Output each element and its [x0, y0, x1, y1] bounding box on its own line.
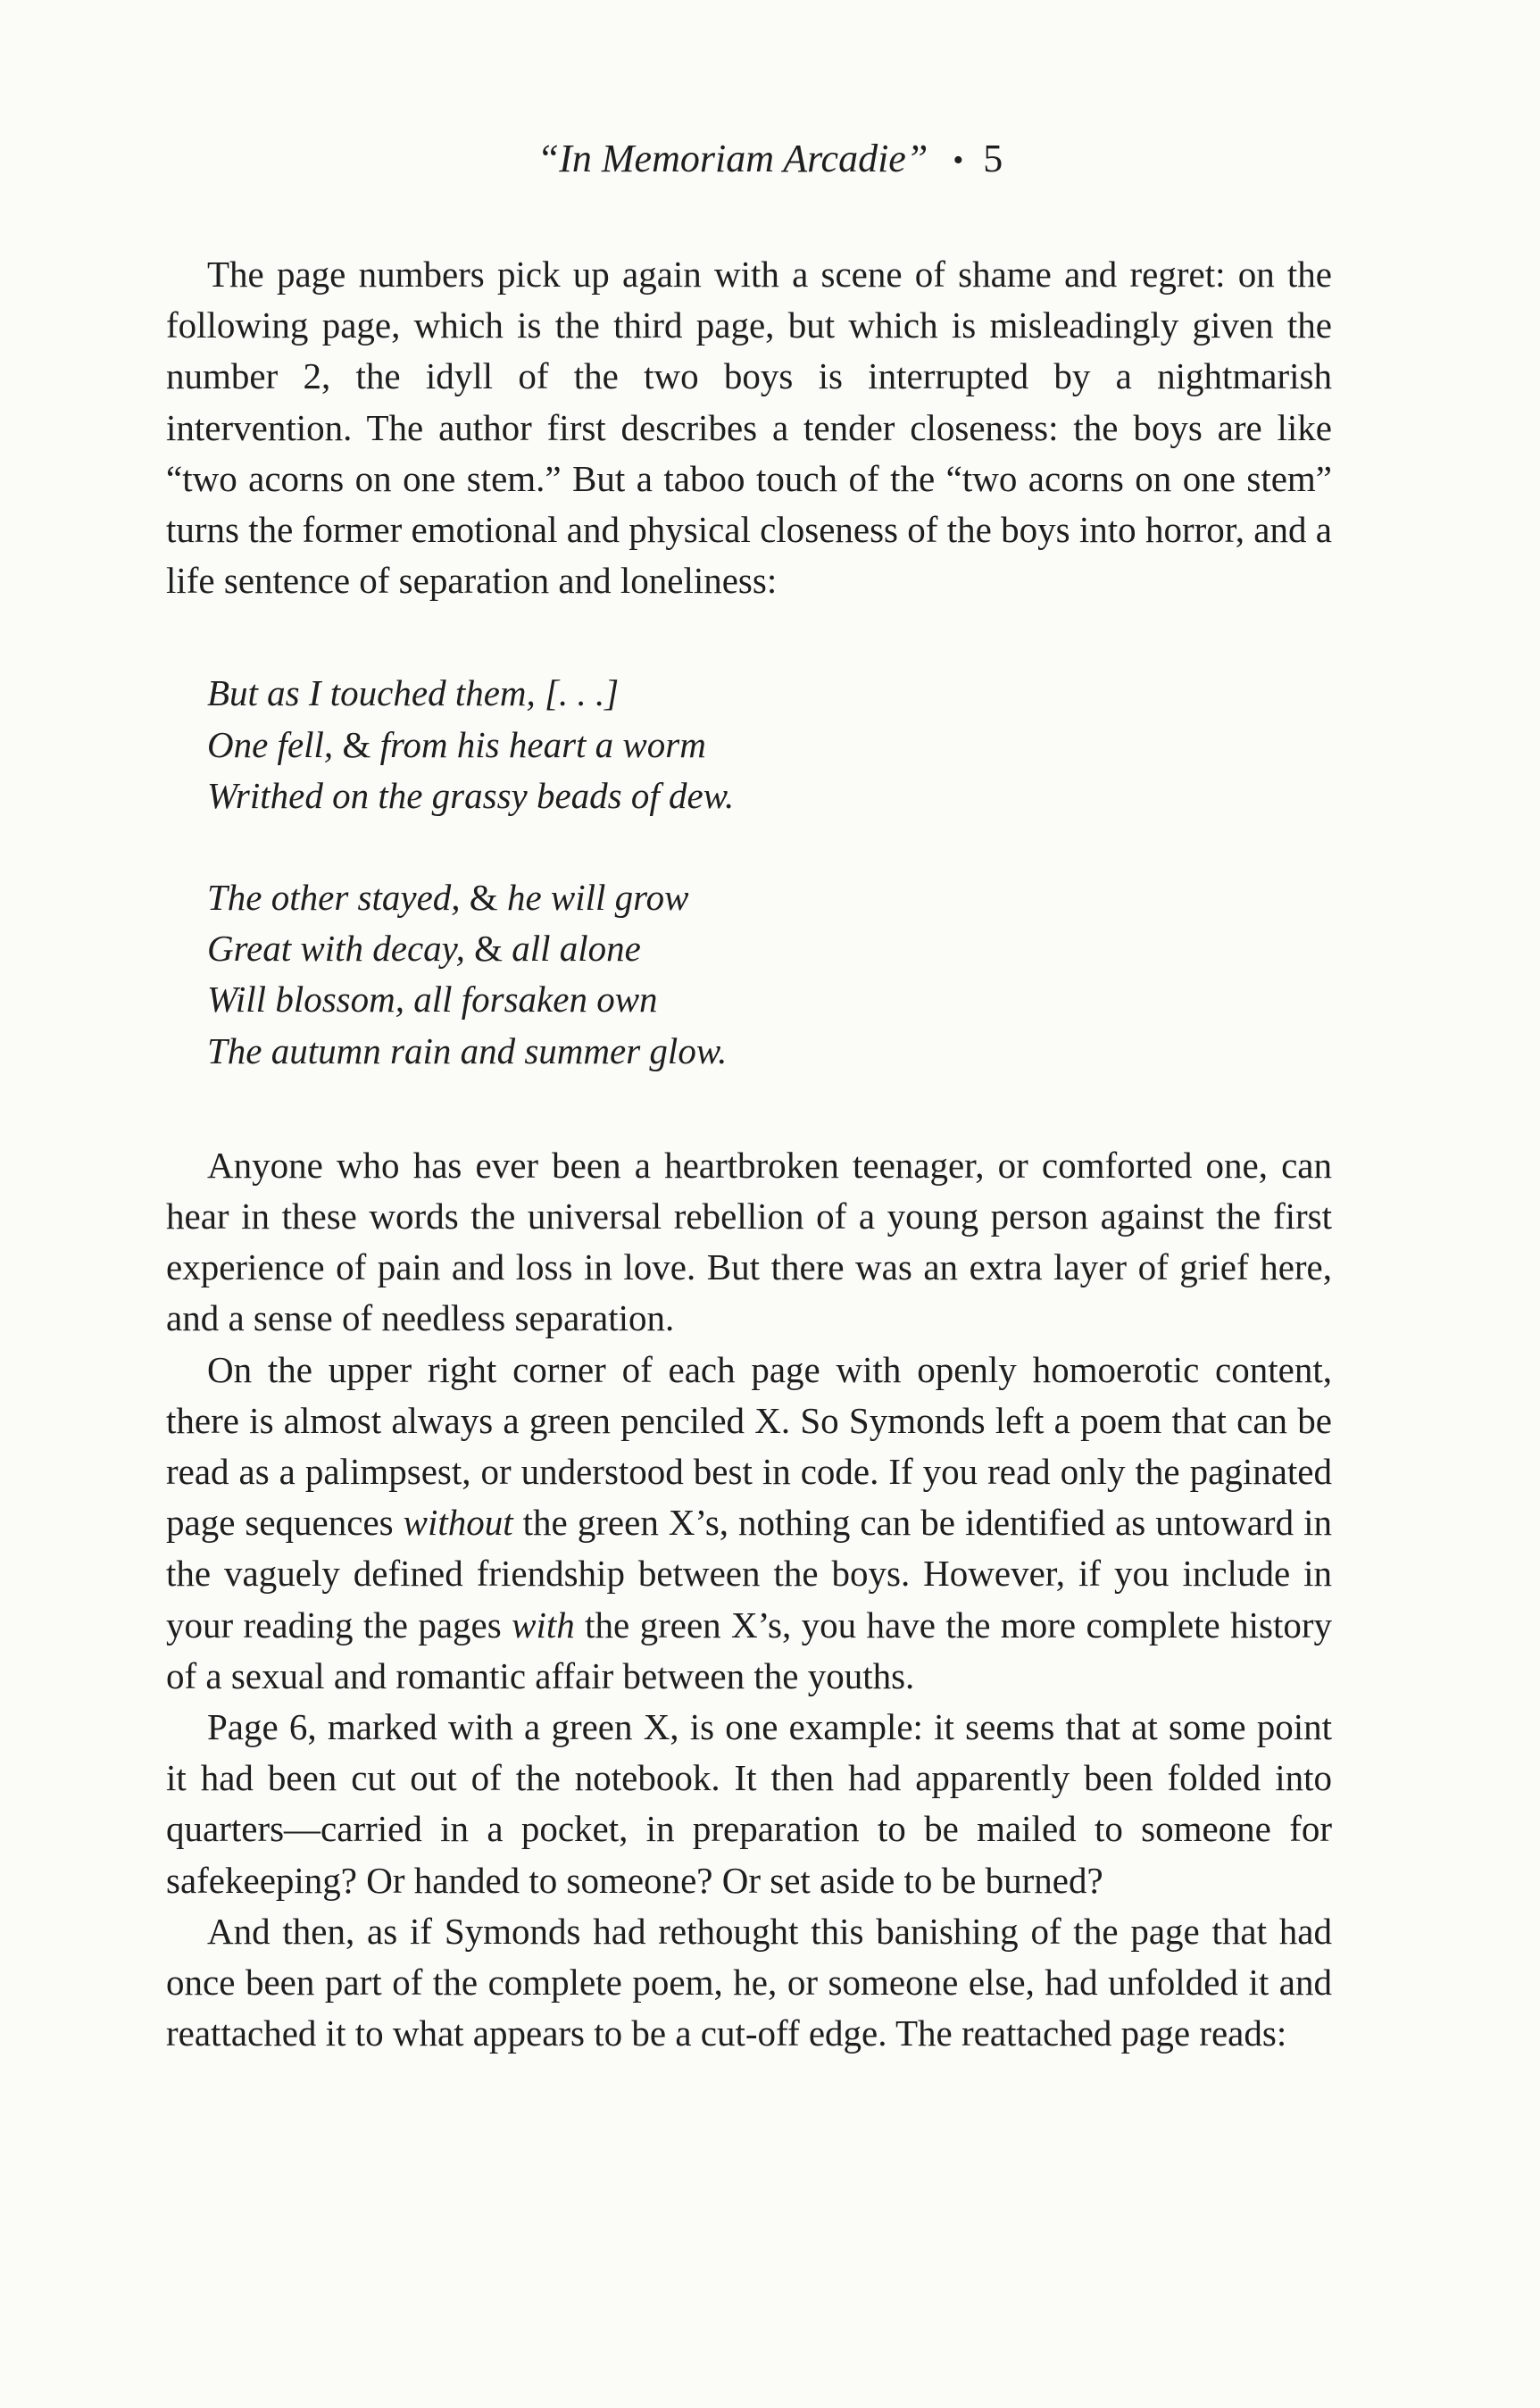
- paragraph-text: the green X’s, nothing can be identified as untoward in the vaguely defined friendship between the boys. However, if you include in your reading the pages: [166, 1502, 1332, 1646]
- verse-stanza: [207, 668, 1332, 821]
- verse-block: [207, 668, 1332, 1076]
- paragraphs-after-verse: [166, 1140, 1332, 2060]
- bullet-separator: •: [953, 144, 964, 177]
- verse-line: [207, 923, 1332, 974]
- emphasis-text: without: [403, 1502, 513, 1544]
- verse-text: The other stayed,: [207, 876, 470, 918]
- verse-text: &: [342, 723, 371, 765]
- verse-text: Great with decay,: [207, 928, 475, 970]
- verse-text: &: [469, 876, 498, 918]
- paragraph-text: And then, as if Symonds had rethought this banishing of the page that had once been part of the complete poem, he, or someone else, had unfolded it and reattached it to what appears to be a cut-off edge. The reattached page reads:: [166, 1910, 1332, 2054]
- verse-line: [207, 872, 1332, 923]
- verse-text: Writhed on the grassy beads of dew.: [207, 774, 735, 816]
- paragraph-text: Anyone who has ever been a heartbroken teenager, or comforted one, can hear in these words the universal rebellion of a young person against the first experience of pain and loss in love. But there was an extra layer of grief here, and a sense of needless separation.: [166, 1144, 1332, 1339]
- paragraph-p4: [166, 1702, 1332, 1906]
- emphasis-text: with: [512, 1604, 575, 1646]
- verse-stanza: [207, 872, 1332, 1077]
- page-number: 5: [983, 137, 1003, 180]
- verse-line: [207, 1026, 1332, 1077]
- verse-line: [207, 720, 1332, 771]
- verse-line: [207, 974, 1332, 1025]
- paragraph-text: The page numbers pick up again with a scene of shame and regret: on the following page, which is the third page, but which is misleadingly given the number 2, the idyll of the two boys is interrupted by a nightmarish intervention. The author first describes a tender closeness: the boys are like “two acorns on one stem.” But a taboo touch of the “two acorns on one stem” turns the former emotional and physical closeness of the boys into horror, and a life sentence of separation and loneliness:: [166, 254, 1332, 602]
- paragraph-p2: [166, 1140, 1332, 1345]
- verse-line: [207, 668, 1332, 719]
- paragraph-p5: [166, 1906, 1332, 2060]
- verse-text: &: [474, 928, 503, 970]
- verse-text: The autumn rain and summer glow.: [207, 1029, 728, 1071]
- verse-text: Will blossom, all forsaken own: [207, 979, 658, 1021]
- verse-text: from his heart a worm: [370, 723, 706, 765]
- paragraph-text: On the upper right corner of each page with openly homoerotic content, there is almost always a green penciled X. So Symonds left a poem that can be read as a palimpsest, or understood best in code. If you read only the paginated page sequences: [166, 1348, 1332, 1544]
- body-text: [166, 249, 1332, 2059]
- verse-text: But as I touched them, [. . .]: [207, 672, 620, 714]
- paragraph-text: the green X’s, you have the more complete history of a sexual and romantic affair between the youths.: [166, 1604, 1332, 1696]
- verse-text: all alone: [503, 928, 641, 970]
- running-head-title: “In Memoriam Arcadie”: [537, 137, 928, 180]
- paragraph-p1: [166, 249, 1332, 606]
- paragraphs-before-verse: [166, 249, 1332, 606]
- verse-line: [207, 771, 1332, 821]
- verse-text: he will grow: [497, 876, 689, 918]
- running-head: [0, 132, 1540, 187]
- paragraph-p3: [166, 1345, 1332, 1702]
- paragraph-text: Page 6, marked with a green X, is one example: it seems that at some point it had been cut out of the notebook. It then had apparently been folded into quarters—carried in a pocket, in preparation to be mailed to someone for safekeeping? Or handed to someone? Or set aside to be burned?: [166, 1705, 1332, 1901]
- verse-text: One fell,: [207, 723, 343, 765]
